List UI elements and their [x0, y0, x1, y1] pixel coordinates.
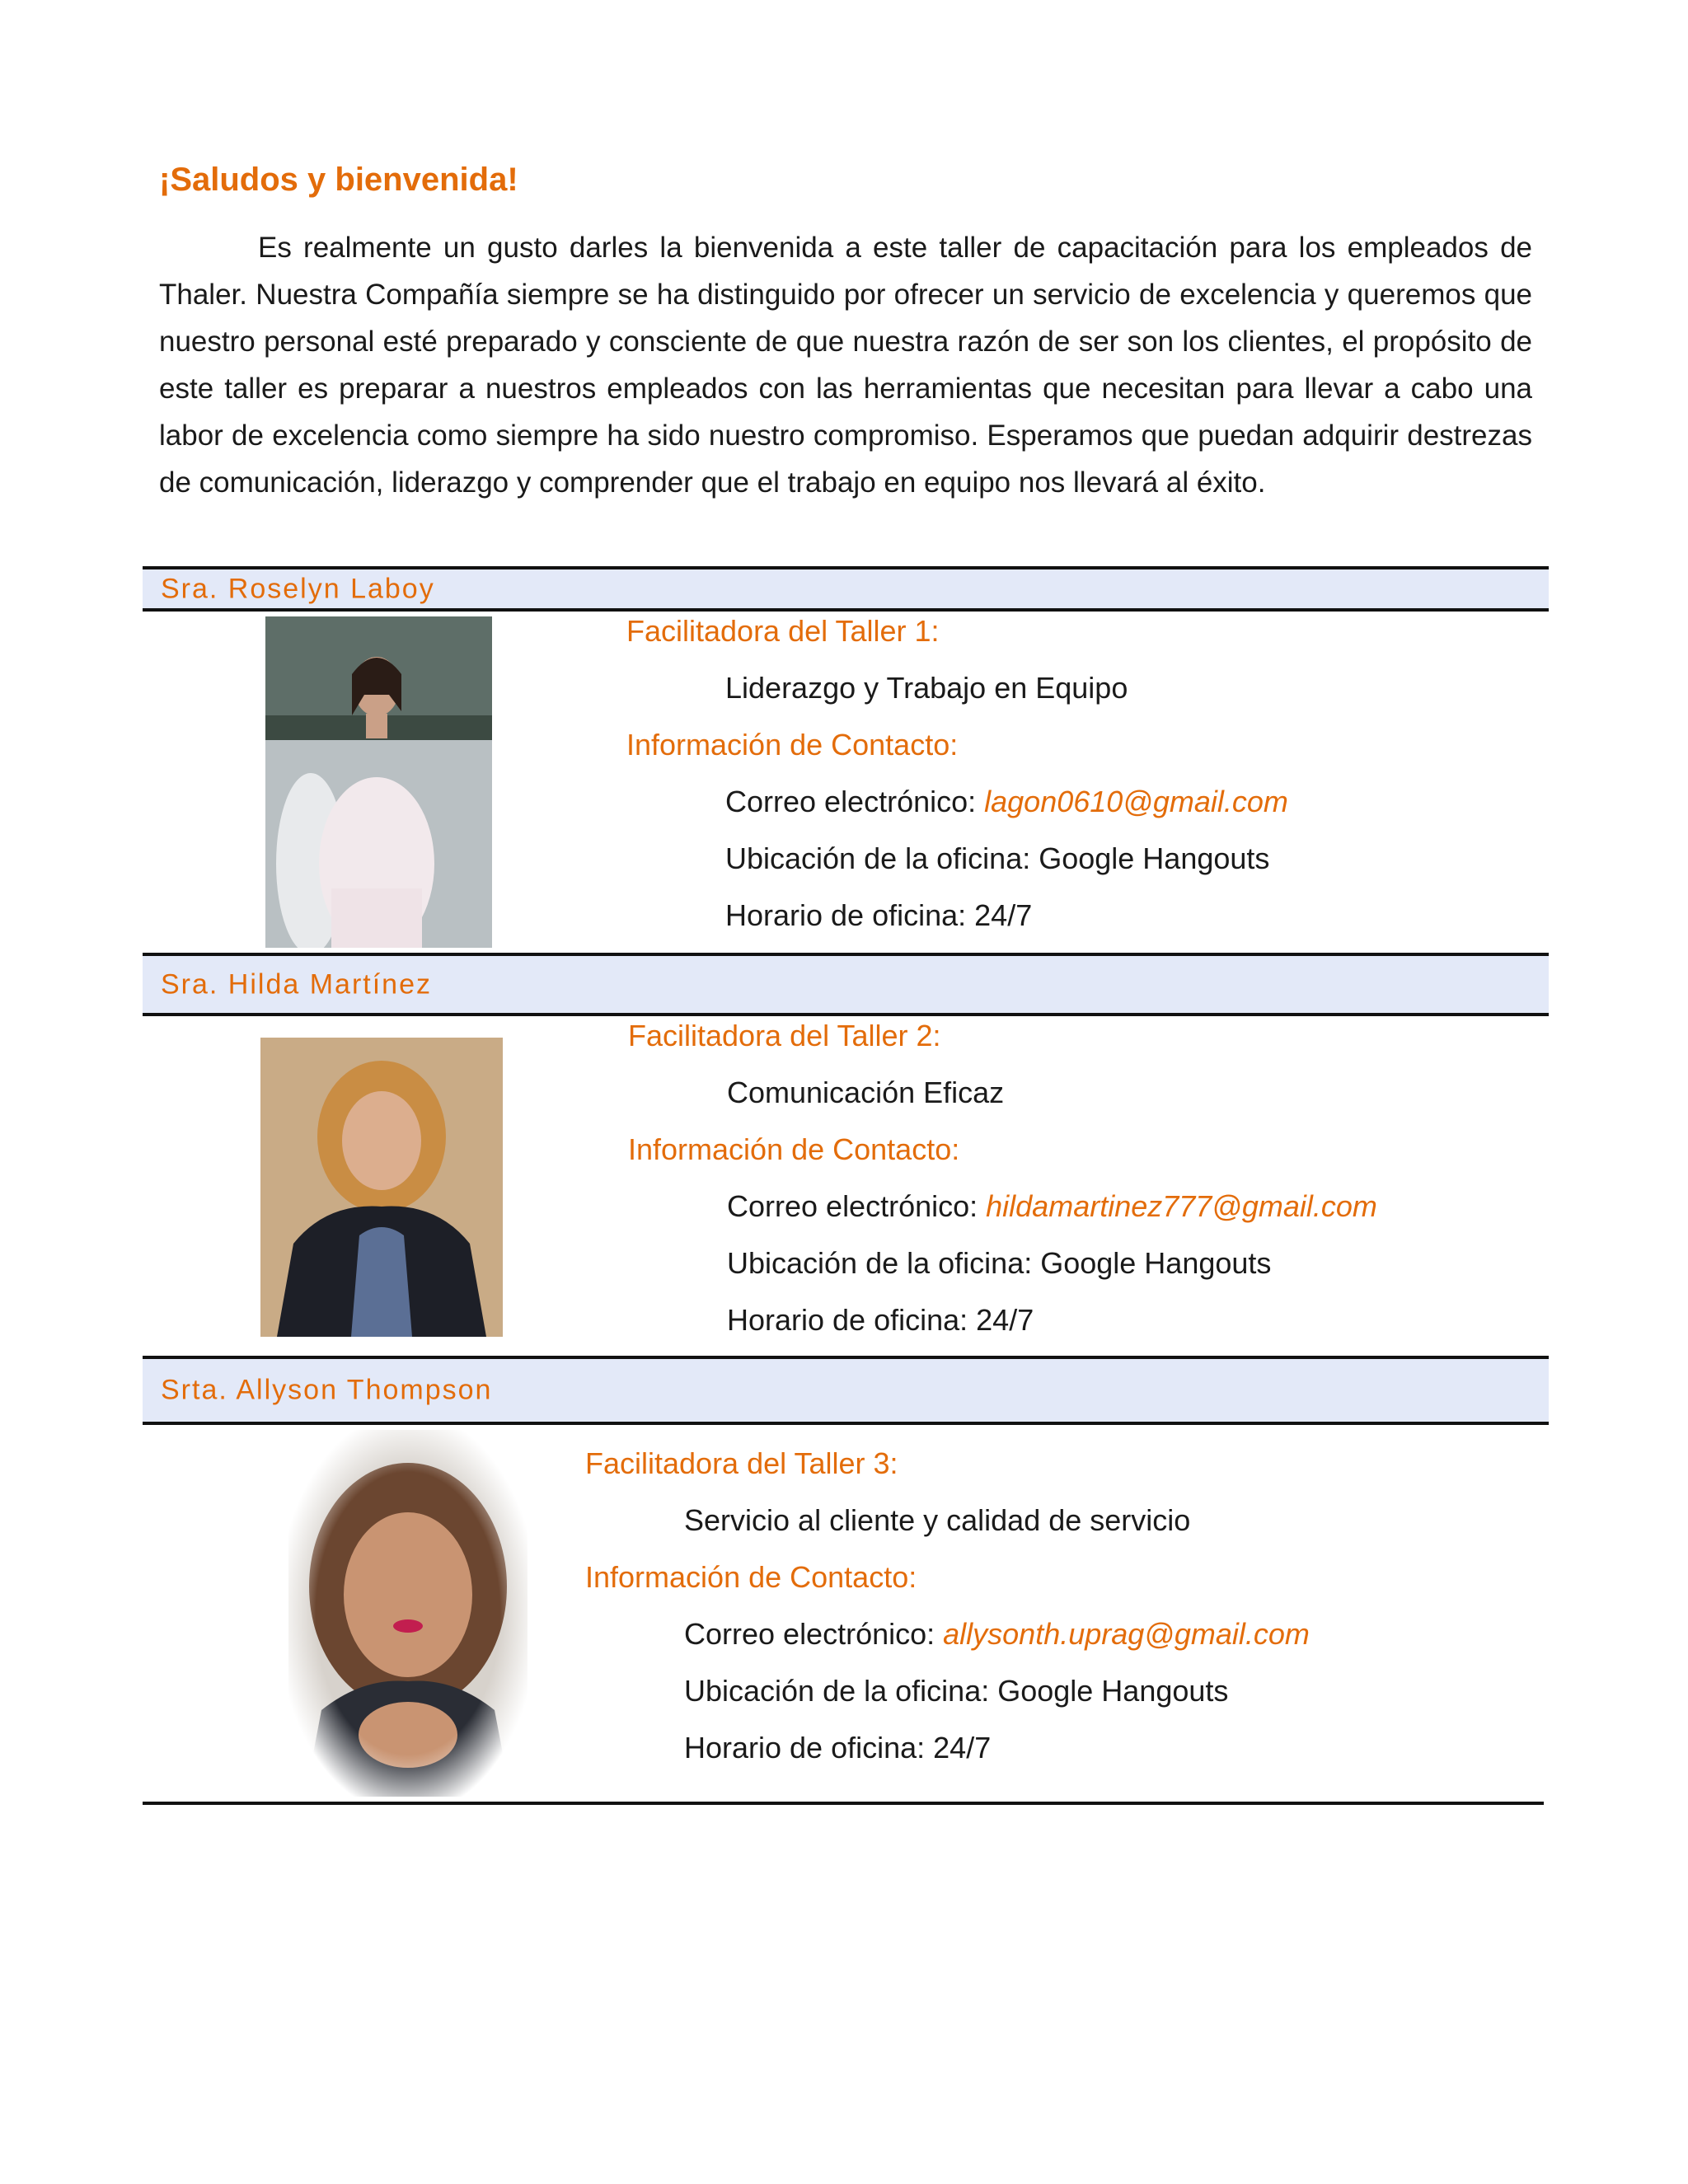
facilitator-2-office: Ubicación de la oficina: Google Hangouts	[727, 1246, 1272, 1280]
email-label: Correo electrónico:	[727, 1189, 987, 1223]
facilitator-2-portrait	[260, 1038, 503, 1337]
section-rule-bottom	[143, 1802, 1544, 1805]
facilitator-1-name: Sra. Roselyn Laboy	[161, 573, 435, 604]
facilitator-1-email-link[interactable]: lagon0610@gmail.com	[984, 785, 1288, 818]
facilitator-2-role: Facilitadora del Taller 2:	[628, 1019, 941, 1052]
facilitator-2-contact-heading: Información de Contacto:	[628, 1132, 960, 1166]
facilitator-3-email-line	[684, 1617, 1310, 1652]
facilitator-1-portrait	[265, 616, 492, 948]
facilitator-1-office: Ubicación de la oficina: Google Hangouts	[725, 841, 1270, 875]
facilitator-2-email-line	[727, 1189, 1377, 1224]
facilitator-1-hours: Horario de oficina: 24/7	[725, 898, 1033, 932]
section-rule	[143, 1422, 1549, 1425]
facilitator-3-hours: Horario de oficina: 24/7	[684, 1731, 992, 1765]
section-rule	[143, 1013, 1549, 1016]
facilitator-3-email-link[interactable]: allysonth.uprag@gmail.com	[943, 1617, 1310, 1651]
facilitator-3-workshop: Servicio al cliente y calidad de servicio	[684, 1503, 1191, 1537]
facilitator-2-workshop: Comunicación Eficaz	[727, 1076, 1005, 1109]
facilitator-3-contact-heading: Información de Contacto:	[585, 1560, 917, 1594]
facilitator-1-name-band	[143, 569, 1549, 608]
facilitator-2-hours: Horario de oficina: 24/7	[727, 1303, 1034, 1337]
facilitator-1-workshop: Liderazgo y Trabajo en Equipo	[725, 671, 1128, 705]
page-title: ¡Saludos y bienvenida!	[159, 162, 518, 198]
intro-paragraph: Es realmente un gusto darles la bienvenida a este taller de capacitación para los empleados de Thaler. Nuestra Compañía siempre se ha distinguido por ofrecer un servicio de excelencia y queremos que nuestro personal esté preparado y consciente de que nuestra razón de ser son los clientes, el propósito de este taller es preparar a nuestros empleados con las herramientas que necesitan para llevar a cabo una labor de excelencia como siempre ha sido nuestro compromiso. Esperamos que puedan adquirir destrezas de comunicación, liderazgo y comprender que el trabajo en equipo nos llevará al éxito.	[159, 232, 1532, 499]
facilitator-3-photo	[288, 1430, 528, 1797]
facilitator-2-name: Sra. Hilda Martínez	[161, 968, 432, 1000]
facilitator-1-email-line	[725, 785, 1288, 819]
facilitator-3-role: Facilitadora del Taller 3:	[585, 1446, 898, 1480]
facilitator-3-name: Srta. Allyson Thompson	[161, 1374, 493, 1406]
email-label: Correo electrónico:	[684, 1617, 944, 1651]
facilitator-2-photo	[260, 1038, 503, 1337]
facilitator-1-contact-heading: Información de Contacto:	[626, 728, 959, 762]
facilitator-1-role: Facilitadora del Taller 1:	[626, 614, 940, 648]
email-label: Correo electrónico:	[725, 785, 985, 818]
facilitator-3-name-band	[143, 1359, 1549, 1422]
facilitator-3-office: Ubicación de la oficina: Google Hangouts	[684, 1674, 1229, 1708]
facilitator-3-portrait	[288, 1430, 528, 1797]
facilitator-2-name-band	[143, 956, 1549, 1013]
facilitator-2-email-link[interactable]: hildamartinez777@gmail.com	[986, 1189, 1377, 1223]
facilitator-1-photo	[265, 616, 492, 948]
section-rule	[143, 608, 1549, 612]
